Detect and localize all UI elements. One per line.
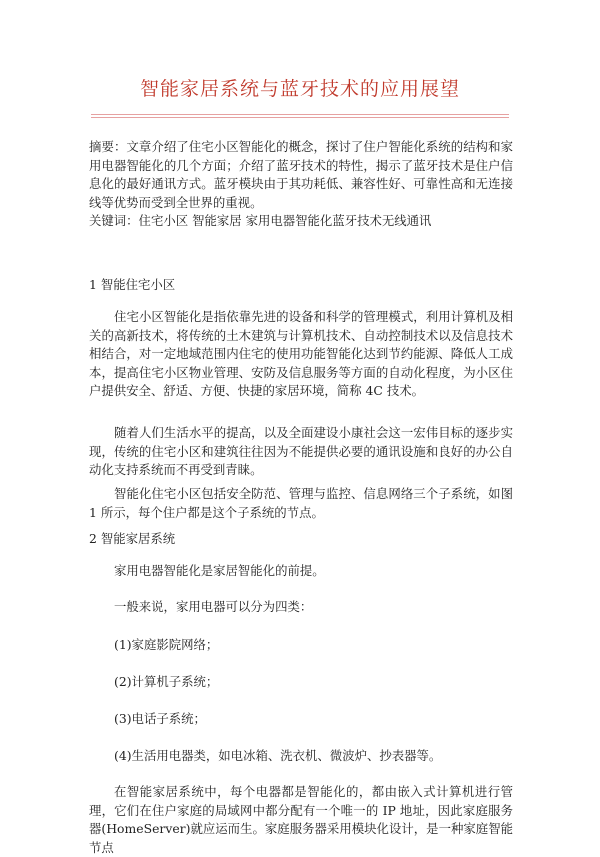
title-divider-bottom: [91, 117, 509, 118]
section-2-heading: 2 智能家居系统: [89, 531, 176, 546]
title-divider-top: [91, 114, 509, 115]
list-item: (3)电话子系统；: [114, 711, 206, 726]
section-1-paragraph-1: 住宅小区智能化是指依靠先进的设备和科学的管理模式，利用计算机及相关的高新技术，将传统的土木建筑与计算机技术、自动控制技术以及信息技术相结合，对一定地域范围内住宅的使用功能智能化达到节约能源、降低人工成本，提高住宅小区物业管理、安防及信息服务等方面的自动化程度，为小区住户提供安全、舒适、方便、快捷的家居环境，简称 4C 技术。: [89, 309, 513, 398]
abstract-paragraph: 摘要：文章介绍了住宅小区智能化的概念，探讨了住户智能化系统的结构和家用电器智能化的几个方面；介绍了蓝牙技术的特性，揭示了蓝牙技术是住户信息化的最好通讯方式。蓝牙模块由于其功耗低、兼容性好、可靠性高和无连接线等优势而受到全世界的重视。: [89, 139, 513, 210]
list-item: (1)家庭影院网络；: [114, 637, 219, 652]
section-2-paragraph-1: 家用电器智能化是家居智能化的前提。: [114, 563, 325, 578]
document-title: 智能家居系统与蓝牙技术的应用展望: [139, 78, 460, 100]
section-1-paragraph-2: 随着人们生活水平的提高，以及全面建设小康社会这一宏伟目标的逐步实现，传统的住宅小区和建筑往往因为不能提供必要的通讯设施和良好的办公自动化支持系统而不再受到青睐。: [89, 425, 513, 477]
list-item: (2)计算机子系统；: [114, 674, 219, 689]
section-1-paragraph-3: 智能化住宅小区包括安全防范、管理与监控、信息网络三个子系统，如图 1 所示，每个住户都是这个子系统的节点。: [89, 486, 513, 520]
section-2-paragraph-2: 一般来说，家用电器可以分为四类：: [114, 599, 313, 614]
section-2-paragraph-3: 在智能家居系统中，每个电器都是智能化的，都由嵌入式计算机进行管理，它们在住户家庭的局域网中都分配有一个唯一的 IP 地址，因此家庭服务器(HomeServer)就应运而生。家庭服务器采用模块化设计，是一种家庭智能节点: [89, 784, 513, 855]
keywords-line: 关键词：住宅小区 智能家居 家用电器智能化蓝牙技术无线通讯: [89, 213, 432, 228]
section-1-heading: 1 智能住宅小区: [89, 277, 176, 292]
list-item: (4)生活用电器类，如电冰箱、洗衣机、微波炉、抄表器等。: [114, 748, 442, 763]
